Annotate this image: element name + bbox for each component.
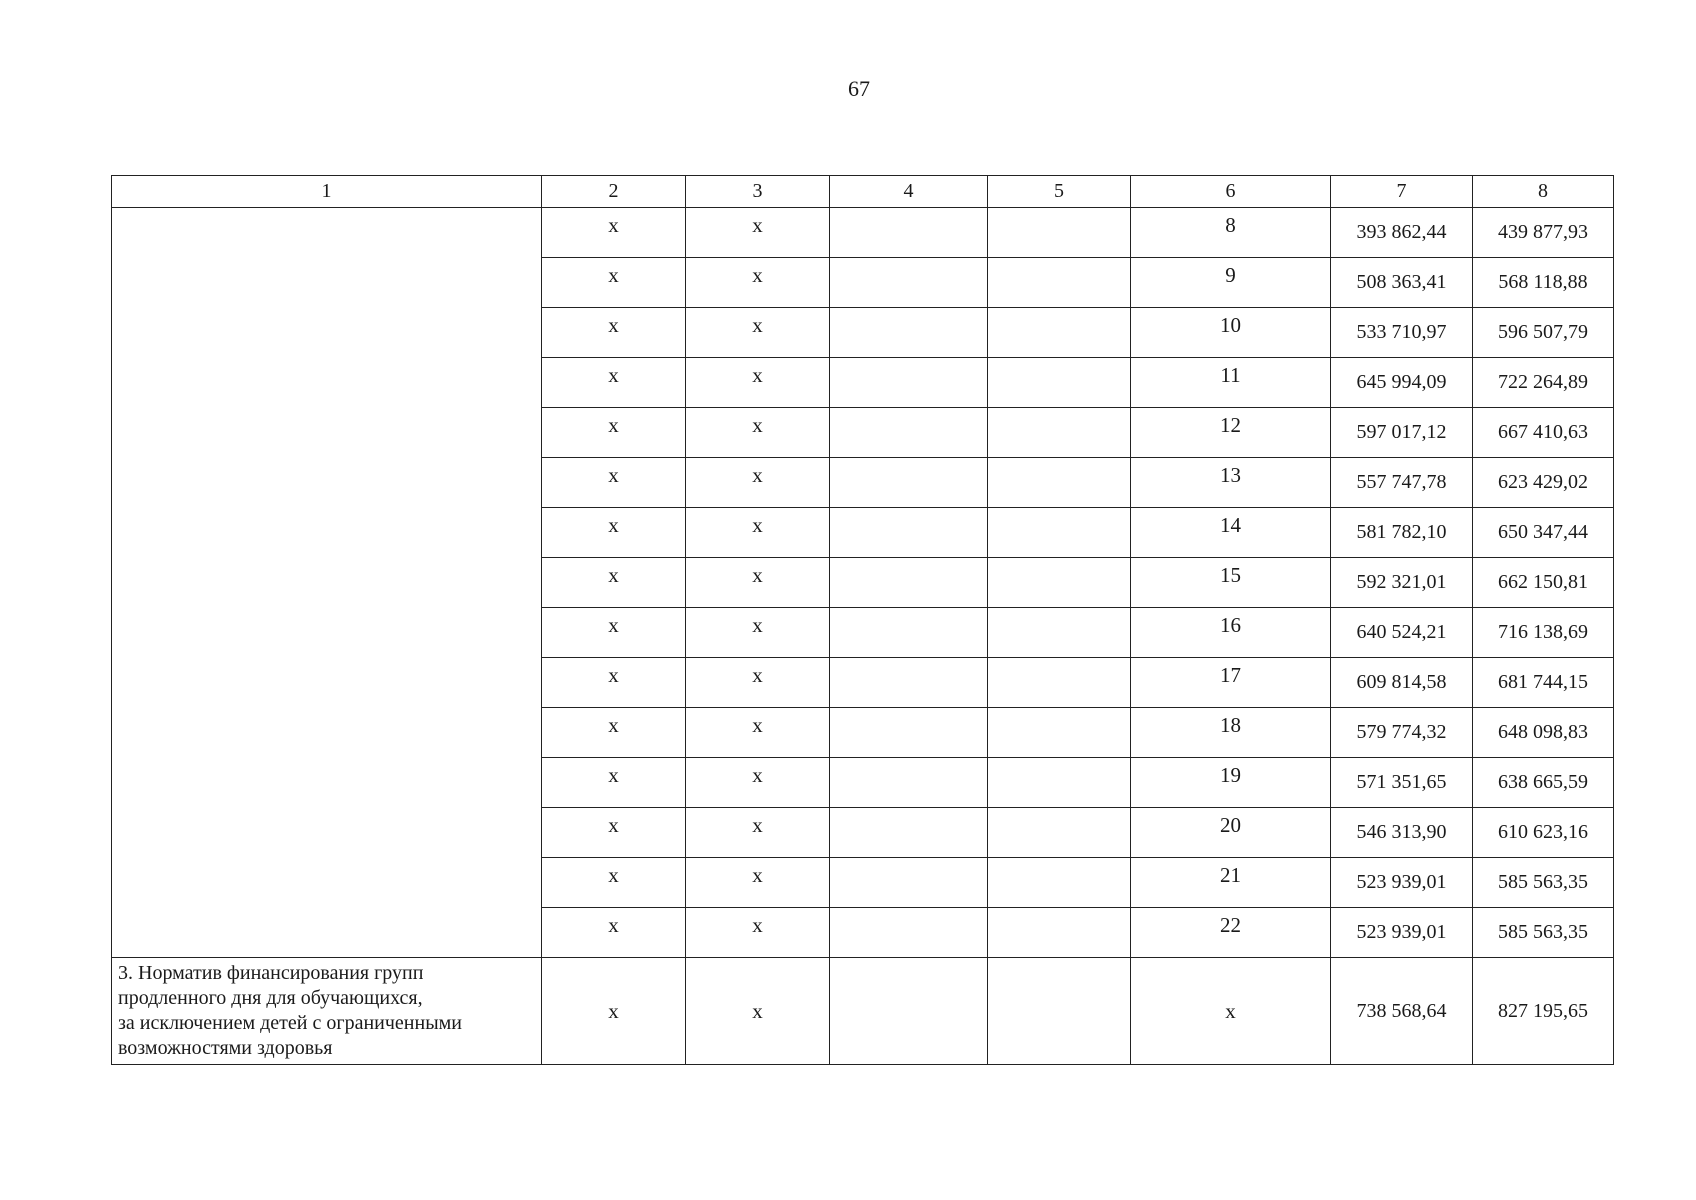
cell-col7: 645 994,09: [1331, 358, 1473, 408]
cell-col2: x: [542, 258, 686, 308]
financing-table: [111, 175, 1614, 1065]
cell-col7: 523 939,01: [1331, 908, 1473, 958]
description-line: 3. Норматив финансирования групп: [118, 962, 424, 984]
cell-col8: 439 877,93: [1473, 208, 1614, 258]
cell-col6: 20: [1131, 808, 1331, 858]
cell-col2: x: [542, 958, 686, 1065]
cell-col5: [988, 308, 1131, 358]
cell-col6: 17: [1131, 658, 1331, 708]
cell-col2: x: [542, 758, 686, 808]
cell-col7: 738 568,64: [1331, 958, 1473, 1065]
cell-col7: 557 747,78: [1331, 458, 1473, 508]
cell-col3: x: [686, 758, 830, 808]
cell-col6: 8: [1131, 208, 1331, 258]
cell-col7: 523 939,01: [1331, 858, 1473, 908]
column-header: 7: [1331, 176, 1473, 208]
cell-col8: 585 563,35: [1473, 858, 1614, 908]
cell-col8: 585 563,35: [1473, 908, 1614, 958]
cell-col6: 14: [1131, 508, 1331, 558]
cell-col4: [830, 808, 988, 858]
cell-col8: 638 665,59: [1473, 758, 1614, 808]
cell-col5: [988, 358, 1131, 408]
cell-col3: x: [686, 258, 830, 308]
cell-col5: [988, 458, 1131, 508]
cell-col2: x: [542, 558, 686, 608]
cell-col8: 827 195,65: [1473, 958, 1614, 1065]
cell-col6: 13: [1131, 458, 1331, 508]
cell-col4: [830, 358, 988, 408]
cell-col8: 596 507,79: [1473, 308, 1614, 358]
cell-col6: 12: [1131, 408, 1331, 458]
cell-col6: 16: [1131, 608, 1331, 658]
cell-col7: 609 814,58: [1331, 658, 1473, 708]
cell-col5: [988, 658, 1131, 708]
cell-col3: x: [686, 358, 830, 408]
cell-col6: x: [1131, 958, 1331, 1065]
cell-col3: x: [686, 908, 830, 958]
cell-col2: x: [542, 658, 686, 708]
cell-col6: 15: [1131, 558, 1331, 608]
cell-col3: x: [686, 508, 830, 558]
cell-col2: x: [542, 508, 686, 558]
cell-col4: [830, 558, 988, 608]
table-row: [112, 208, 1614, 258]
cell-col4: [830, 308, 988, 358]
cell-col2: x: [542, 708, 686, 758]
cell-col2: x: [542, 608, 686, 658]
cell-col4: [830, 458, 988, 508]
cell-col3: x: [686, 408, 830, 458]
column-header: 3: [686, 176, 830, 208]
description-line: за исключением детей с ограниченными: [118, 1012, 462, 1034]
cell-col6: 21: [1131, 858, 1331, 908]
cell-col6: 11: [1131, 358, 1331, 408]
column-number-row: [112, 176, 1614, 208]
cell-col7: 508 363,41: [1331, 258, 1473, 308]
cell-col7: 581 782,10: [1331, 508, 1473, 558]
cell-col7: 592 321,01: [1331, 558, 1473, 608]
page-number: 67: [848, 76, 870, 101]
cell-col3: x: [686, 858, 830, 908]
cell-col7: 571 351,65: [1331, 758, 1473, 808]
cell-col8: 568 118,88: [1473, 258, 1614, 308]
cell-col3: x: [686, 458, 830, 508]
cell-col5: [988, 558, 1131, 608]
column-header: 5: [988, 176, 1131, 208]
cell-col8: 716 138,69: [1473, 608, 1614, 658]
cell-col7: 579 774,32: [1331, 708, 1473, 758]
column-header: 6: [1131, 176, 1331, 208]
cell-col5: [988, 258, 1131, 308]
cell-col7: 640 524,21: [1331, 608, 1473, 658]
cell-col5: [988, 758, 1131, 808]
cell-col7: 393 862,44: [1331, 208, 1473, 258]
merged-label-cell: [112, 208, 542, 958]
cell-col8: 681 744,15: [1473, 658, 1614, 708]
column-header: 2: [542, 176, 686, 208]
cell-col7: 533 710,97: [1331, 308, 1473, 358]
description-line: возможностями здоровья: [118, 1037, 333, 1059]
cell-col4: [830, 958, 988, 1065]
cell-col3: x: [686, 958, 830, 1065]
cell-col4: [830, 908, 988, 958]
cell-col4: [830, 408, 988, 458]
cell-col3: x: [686, 658, 830, 708]
cell-col8: 610 623,16: [1473, 808, 1614, 858]
cell-col7: 597 017,12: [1331, 408, 1473, 458]
cell-col5: [988, 408, 1131, 458]
cell-col4: [830, 858, 988, 908]
cell-col8: 722 264,89: [1473, 358, 1614, 408]
cell-col4: [830, 208, 988, 258]
cell-col5: [988, 608, 1131, 658]
column-header: 4: [830, 176, 988, 208]
cell-col6: 19: [1131, 758, 1331, 808]
cell-col2: x: [542, 408, 686, 458]
cell-col8: 667 410,63: [1473, 408, 1614, 458]
cell-col3: x: [686, 608, 830, 658]
cell-col5: [988, 958, 1131, 1065]
cell-col3: x: [686, 208, 830, 258]
cell-col5: [988, 908, 1131, 958]
cell-col5: [988, 208, 1131, 258]
cell-col6: 9: [1131, 258, 1331, 308]
cell-col2: x: [542, 358, 686, 408]
norm-description: [112, 958, 542, 1065]
cell-col8: 648 098,83: [1473, 708, 1614, 758]
cell-col2: x: [542, 808, 686, 858]
cell-col5: [988, 508, 1131, 558]
cell-col4: [830, 608, 988, 658]
cell-col4: [830, 758, 988, 808]
column-header: 8: [1473, 176, 1614, 208]
cell-col6: 18: [1131, 708, 1331, 758]
cell-col5: [988, 808, 1131, 858]
cell-col4: [830, 508, 988, 558]
description-line: продленного дня для обучающихся,: [118, 987, 423, 1009]
cell-col4: [830, 708, 988, 758]
table-row-norm-3: [112, 958, 1614, 1065]
cell-col2: x: [542, 308, 686, 358]
cell-col2: x: [542, 458, 686, 508]
cell-col5: [988, 858, 1131, 908]
cell-col8: 662 150,81: [1473, 558, 1614, 608]
cell-col3: x: [686, 558, 830, 608]
cell-col6: 22: [1131, 908, 1331, 958]
cell-col3: x: [686, 708, 830, 758]
cell-col8: 650 347,44: [1473, 508, 1614, 558]
cell-col2: x: [542, 208, 686, 258]
cell-col6: 10: [1131, 308, 1331, 358]
cell-col2: x: [542, 908, 686, 958]
column-header: 1: [112, 176, 542, 208]
cell-col2: x: [542, 858, 686, 908]
cell-col3: x: [686, 308, 830, 358]
cell-col4: [830, 258, 988, 308]
cell-col4: [830, 658, 988, 708]
cell-col5: [988, 708, 1131, 758]
cell-col7: 546 313,90: [1331, 808, 1473, 858]
cell-col8: 623 429,02: [1473, 458, 1614, 508]
cell-col3: x: [686, 808, 830, 858]
